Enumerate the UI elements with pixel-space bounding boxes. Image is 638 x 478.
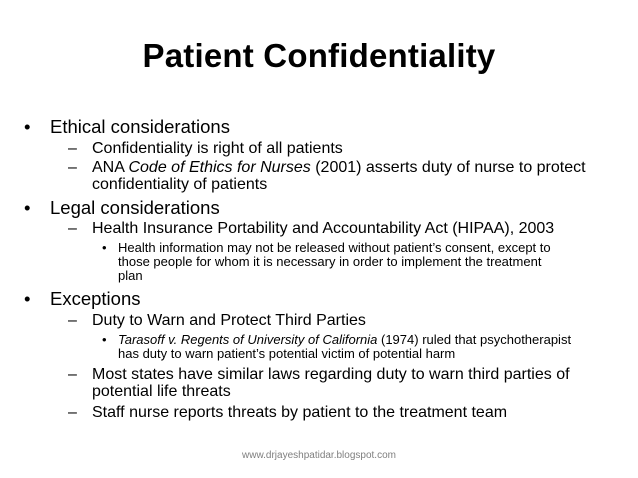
list-item: Duty to Warn and Protect Third Parties bbox=[92, 312, 366, 329]
bullet-l1: • bbox=[24, 288, 31, 309]
sub-item-continuation: those people for whom it is necessary in order to implement the treatment bbox=[118, 254, 542, 269]
sub-item-continuation: plan bbox=[118, 268, 143, 283]
bullet-l2: – bbox=[68, 220, 77, 237]
list-item: Staff nurse reports threats by patient to the treatment team bbox=[92, 404, 508, 421]
bullet-l2: – bbox=[68, 366, 77, 383]
bullet-l2: – bbox=[68, 140, 77, 157]
sub-item bbox=[118, 333, 571, 346]
case-name: Tarasoff v. Regents of University of California bbox=[118, 332, 378, 347]
list-item: Health Insurance Portability and Accountability Act (HIPAA), 2003 bbox=[92, 220, 555, 237]
text-segment: ANA bbox=[92, 159, 129, 176]
list-item bbox=[92, 159, 586, 176]
section-heading: Exceptions bbox=[50, 288, 141, 309]
section-heading: Ethical considerations bbox=[50, 116, 230, 137]
section-heading: Legal considerations bbox=[50, 197, 220, 218]
bullet-l3: • bbox=[102, 240, 107, 255]
bullet-l2: – bbox=[68, 159, 77, 176]
text-segment: (2001) asserts duty of nurse to protect bbox=[310, 159, 586, 176]
bullet-l1: • bbox=[24, 197, 31, 218]
list-item-continuation: confidentiality of patients bbox=[92, 176, 268, 193]
text-segment: (1974) ruled that psychotherapist bbox=[377, 332, 572, 347]
publication-title: Code of Ethics for Nurses bbox=[128, 159, 311, 176]
bullet-l3: • bbox=[102, 332, 107, 347]
list-item-continuation: potential life threats bbox=[92, 383, 231, 400]
sub-item: Health information may not be released without patient’s consent, except to bbox=[118, 240, 551, 255]
slide-title: Patient Confidentiality bbox=[142, 37, 496, 74]
sub-item-continuation: has duty to warn patient’s potential victim of potential harm bbox=[118, 346, 456, 361]
list-item: Confidentiality is right of all patients bbox=[92, 140, 343, 157]
bullet-l2: – bbox=[68, 312, 77, 329]
footer-url: www.drjayeshpatidar.blogspot.com bbox=[242, 450, 396, 461]
bullet-l2: – bbox=[68, 404, 77, 421]
bullet-l1: • bbox=[24, 116, 31, 137]
list-item: Most states have similar laws regarding duty to warn third parties of bbox=[92, 366, 570, 383]
